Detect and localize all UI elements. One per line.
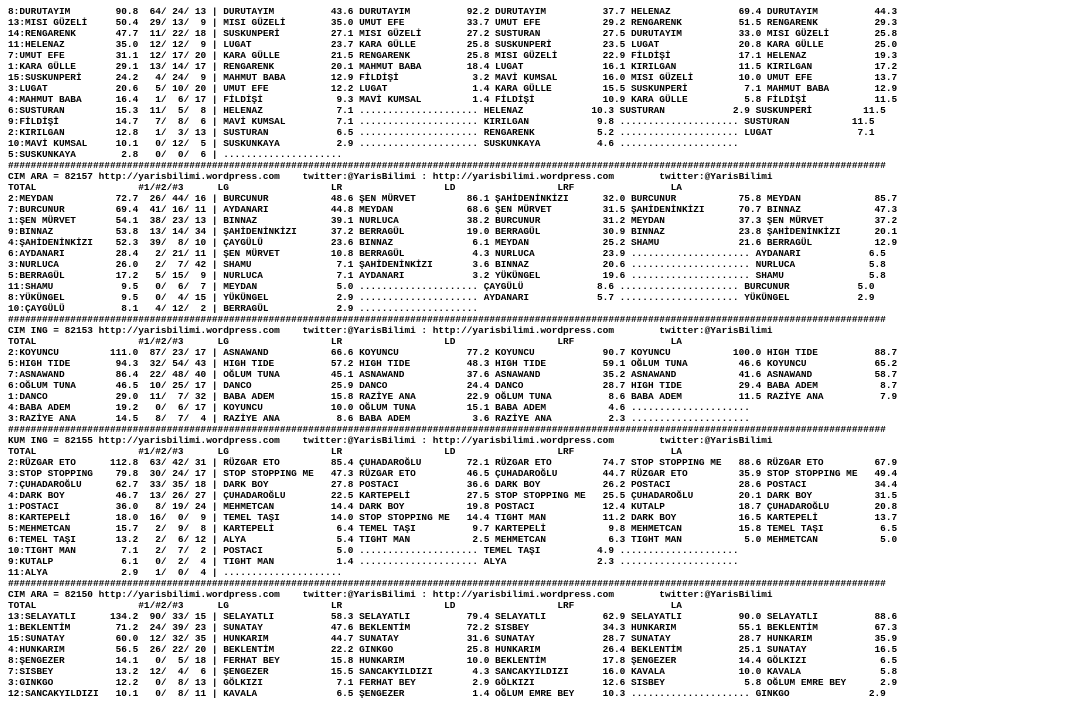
race-statistics-printout	[8, 6, 1077, 714]
result-row: 7:UMUT EFE 31.1 12/ 17/ 20 | KARA GÜLLE 21.5 RENGARENK 25.8 MISI GÜZELİ 22.9 FİLDİŞİ 17.1 HELENAZ 19.3	[8, 50, 898, 61]
result-row: 4:DARK BOY 46.7 13/ 26/ 27 | ÇUHADAROĞLU 22.5 KARTEPELİ 27.5 STOP STOPPING ME 25.5 ÇUHADAROĞLU 20.1 DARK BOY 31.5	[8, 490, 898, 501]
result-row: 4:ŞAHİDENİNKİZI 52.3 39/ 8/ 10 | ÇAYGÜLÜ 23.6 BINNAZ 6.1 MEYDAN 25.2 SHAMU 21.6 BERRAGÜL 12.9	[8, 237, 898, 248]
result-row: 3:RAZİYE ANA 14.5 8/ 7/ 4 | RAZİYE ANA 8.6 BABA ADEM 3.6 RAZİYE ANA 2.3 .....................	[8, 413, 750, 424]
result-row: 3:STOP STOPPING 79.8 30/ 24/ 17 | STOP STOPPING ME 47.3 RÜZGAR ETO 46.5 ÇUHADAROĞLU 44.7 RÜZGAR ETO 35.9 STOP STOPPING ME 49.4	[8, 468, 898, 479]
result-row: 5:SUSKUNKAYA 2.8 0/ 0/ 6 | .....................	[8, 149, 343, 160]
result-row: 7:BURCUNUR 69.4 41/ 16/ 11 | AYDANARI 44.8 MEYDAN 68.6 ŞEN MÜRVET 31.5 ŞAHİDENİNKİZI 70.7 BINNAZ 47.3	[8, 204, 898, 215]
race-header: CIM ING = 82153 http://yarisbilimi.wordpress.com twitter:@YarisBilimi : http://yarisbilimi.wordpress.com twitter:@YarisBilimi	[8, 325, 773, 336]
result-row: 9:FİLDİŞİ 14.7 7/ 8/ 6 | MAVİ KUMSAL 7.1 ..................... KIRILGAN 9.8 ..................... SUSTURAN 11.5	[8, 116, 875, 127]
result-row: 13:MISI GÜZELİ 50.4 29/ 13/ 9 | MISI GÜZELİ 35.0 UMUT EFE 33.7 UMUT EFE 29.2 RENGARENK 51.5 RENGARENK 29.3	[8, 17, 898, 28]
section-separator: ###########################################################################################################################################################	[8, 160, 886, 171]
result-row: 1:BEKLENTİM 71.2 24/ 39/ 23 | SUNATAY 47.6 BEKLENTİM 72.2 SISBEY 34.3 HUNKARIM 55.1 BEKLENTİM 67.3	[8, 622, 898, 633]
result-row: 2:RÜZGAR ETO 112.8 63/ 42/ 31 | RÜZGAR ETO 85.4 ÇUHADAROĞLU 72.1 RÜZGAR ETO 74.7 STOP STOPPING ME 88.6 RÜZGAR ETO 67.9	[8, 457, 898, 468]
result-row: 3:LUGAT 20.6 5/ 10/ 20 | UMUT EFE 12.2 LUGAT 1.4 KARA GÜLLE 15.5 SUSKUNPERİ 7.1 MAHMUT BABA 12.9	[8, 83, 898, 94]
result-row: 4:BABA ADEM 19.2 0/ 6/ 17 | KOYUNCU 10.0 OĞLUM TUNA 15.1 BABA ADEM 4.6 .....................	[8, 402, 750, 413]
result-row: 10:TIGHT MAN 7.1 2/ 7/ 2 | POSTACI 5.0 ..................... TEMEL TAŞI 4.9 .....................	[8, 545, 739, 556]
result-row: 15:SUSKUNPERİ 24.2 4/ 24/ 9 | MAHMUT BABA 12.9 FİLDİŞİ 3.2 MAVİ KUMSAL 16.0 MISI GÜZELİ 10.0 UMUT EFE 13.7	[8, 72, 898, 83]
section-separator: ###########################################################################################################################################################	[8, 314, 886, 325]
result-row: 12:SANCAKYILDIZI 10.1 0/ 8/ 11 | KAVALA 6.5 ŞENGEZER 1.4 OĞLUM EMRE BEY 10.3 ..................... GINKGO 2.9	[8, 688, 886, 699]
result-row: 1:ŞEN MÜRVET 54.1 38/ 23/ 13 | BINNAZ 39.1 NURLUCA 38.2 BURCUNUR 31.2 MEYDAN 37.3 ŞEN MÜRVET 37.2	[8, 215, 898, 226]
result-row: 10:ÇAYGÜLÜ 8.1 4/ 12/ 2 | BERRAGÜL 2.9 .....................	[8, 303, 479, 314]
result-row: 8:YÜKÜNGEL 9.5 0/ 4/ 15 | YÜKÜNGEL 2.9 ..................... AYDANARI 5.7 ..................... YÜKÜNGEL 2.9	[8, 292, 875, 303]
result-row: 9:BINNAZ 53.8 13/ 14/ 34 | ŞAHİDENİNKİZI 37.2 BERRAGÜL 19.0 BERRAGÜL 30.9 BINNAZ 23.8 ŞAHİDENİNKİZI 20.1	[8, 226, 898, 237]
result-row: 11:SHAMU 9.5 0/ 6/ 7 | MEYDAN 5.0 ..................... ÇAYGÜLÜ 8.6 ..................... BURCUNUR 5.0	[8, 281, 875, 292]
column-header: TOTAL #1/#2/#3 LG LR LD LRF LA	[8, 600, 682, 611]
result-row: 14:RENGARENK 47.7 11/ 22/ 18 | SUSKUNPERİ 27.1 MISI GÜZELİ 27.2 SUSTURAN 27.5 DURUTAYIM 33.0 MISI GÜZELİ 25.8	[8, 28, 898, 39]
result-row: 3:NURLUCA 26.0 2/ 7/ 42 | SHAMU 7.1 ŞAHİDENİNKİZI 3.6 BINNAZ 20.6 ..................... NURLUCA 5.8	[8, 259, 886, 270]
result-row: 8:ŞENGEZER 14.1 0/ 5/ 18 | FERHAT BEY 15.8 HUNKARIM 10.0 BEKLENTİM 17.8 ŞENGEZER 14.4 GÖLKIZI 6.5	[8, 655, 898, 666]
result-row: 4:HUNKARIM 56.5 26/ 22/ 20 | BEKLENTİM 22.2 GINKGO 25.8 HUNKARIM 26.4 BEKLENTİM 25.1 SUNATAY 16.5	[8, 644, 898, 655]
result-row: 6:SUSTURAN 15.3 11/ 5/ 8 | HELENAZ 7.1 ..................... HELENAZ 10.3 SUSTURAN 2.9 SUSKUNPERİ 11.5	[8, 105, 886, 116]
result-row: 2:KIRILGAN 12.8 1/ 3/ 13 | SUSTURAN 6.5 ..................... RENGARENK 5.2 ..................... LUGAT 7.1	[8, 127, 875, 138]
result-row: 2:KOYUNCU 111.0 87/ 23/ 17 | ASNAWAND 66.6 KOYUNCU 77.2 KOYUNCU 90.7 KOYUNCU 100.0 HIGH TIDE 88.7	[8, 347, 898, 358]
section-separator: ###########################################################################################################################################################	[8, 578, 886, 589]
section-separator: ###########################################################################################################################################################	[8, 424, 886, 435]
result-row: 6:OĞLUM TUNA 46.5 10/ 25/ 17 | DANCO 25.9 DANCO 24.4 DANCO 28.7 HIGH TIDE 29.4 BABA ADEM 8.7	[8, 380, 898, 391]
result-row: 5:BERRAGÜL 17.2 5/ 15/ 9 | NURLUCA 7.1 AYDANARI 3.2 YÜKÜNGEL 19.6 ..................... SHAMU 5.8	[8, 270, 886, 281]
result-row: 10:MAVİ KUMSAL 10.1 0/ 12/ 5 | SUSKUNKAYA 2.9 ..................... SUSKUNKAYA 4.6 .....................	[8, 138, 739, 149]
result-row: 1:POSTACI 36.0 8/ 19/ 24 | MEHMETCAN 14.4 DARK BOY 19.8 POSTACI 12.4 KUTALP 18.7 ÇUHADAROĞLU 20.8	[8, 501, 898, 512]
result-row: 8:KARTEPELİ 18.0 16/ 0/ 9 | TEMEL TAŞI 14.0 STOP STOPPING ME 14.4 TIGHT MAN 11.2 DARK BOY 16.5 KARTEPELİ 13.7	[8, 512, 898, 523]
result-row: 11:HELENAZ 35.0 12/ 12/ 9 | LUGAT 23.7 KARA GÜLLE 25.8 SUSKUNPERİ 23.5 LUGAT 20.8 KARA GÜLLE 25.0	[8, 39, 898, 50]
result-row: 6:AYDANARI 28.4 2/ 21/ 11 | ŞEN MÜRVET 10.8 BERRAGÜL 4.3 NURLUCA 23.9 ..................... AYDANARI 6.5	[8, 248, 886, 259]
column-header: TOTAL #1/#2/#3 LG LR LD LRF LA	[8, 182, 682, 193]
column-header: TOTAL #1/#2/#3 LG LR LD LRF LA	[8, 446, 682, 457]
result-row: 2:MEYDAN 72.7 26/ 44/ 16 | BURCUNUR 48.6 ŞEN MÜRVET 86.1 ŞAHİDENİNKİZI 32.0 BURCUNUR 75.8 MEYDAN 85.7	[8, 193, 898, 204]
result-row: 1:KARA GÜLLE 29.1 13/ 14/ 17 | RENGARENK 20.1 MAHMUT BABA 18.4 LUGAT 16.1 KIRILGAN 11.5 KIRILGAN 17.2	[8, 61, 898, 72]
race-header: CIM ARA = 82150 http://yarisbilimi.wordpress.com twitter:@YarisBilimi : http://yarisbilimi.wordpress.com twitter:@YarisBilimi	[8, 589, 773, 600]
column-header: TOTAL #1/#2/#3 LG LR LD LRF LA	[8, 336, 682, 347]
result-row: 11:ALYA 2.9 1/ 0/ 4 | .....................	[8, 567, 343, 578]
result-row: 6:TEMEL TAŞI 13.2 2/ 6/ 12 | ALYA 5.4 TIGHT MAN 2.5 MEHMETCAN 6.3 TIGHT MAN 5.0 MEHMETCAN 5.0	[8, 534, 898, 545]
result-row: 3:GINKGO 12.2 0/ 8/ 13 | GÖLKIZI 7.1 FERHAT BEY 2.9 GÖLKIZI 12.6 SISBEY 5.8 OĞLUM EMRE BEY 2.9	[8, 677, 898, 688]
result-row: 15:SUNATAY 60.0 12/ 32/ 35 | HUNKARIM 44.7 SUNATAY 31.6 SUNATAY 28.7 SUNATAY 28.7 HUNKARIM 35.9	[8, 633, 898, 644]
result-row: 8:DURUTAYIM 90.8 64/ 24/ 13 | DURUTAYIM 43.6 DURUTAYIM 92.2 DURUTAYIM 37.7 HELENAZ 69.4 DURUTAYIM 44.3	[8, 6, 898, 17]
result-row: 7:SISBEY 13.2 12/ 4/ 6 | ŞENGEZER 15.5 SANCAKYILDIZI 4.3 SANCAKYILDIZI 16.0 KAVALA 10.0 KAVALA 5.8	[8, 666, 898, 677]
race-header: CIM ARA = 82157 http://yarisbilimi.wordpress.com twitter:@YarisBilimi : http://yarisbilimi.wordpress.com twitter:@YarisBilimi	[8, 171, 773, 182]
result-row: 4:MAHMUT BABA 16.4 1/ 6/ 17 | FİLDİŞİ 9.3 MAVİ KUMSAL 1.4 FİLDİŞİ 10.9 KARA GÜLLE 5.8 FİLDİŞİ 11.5	[8, 94, 898, 105]
result-row: 9:KUTALP 6.1 0/ 2/ 4 | TIGHT MAN 1.4 ..................... ALYA 2.3 .....................	[8, 556, 739, 567]
result-row: 13:SELAYATLI 134.2 90/ 33/ 15 | SELAYATLI 58.3 SELAYATLI 79.4 SELAYATLI 62.9 SELAYATLI 90.0 SELAYATLI 88.6	[8, 611, 898, 622]
result-row: 5:HIGH TIDE 94.3 32/ 54/ 43 | HIGH TIDE 57.2 HIGH TIDE 48.3 HIGH TIDE 59.1 OĞLUM TUNA 46.6 KOYUNCU 65.2	[8, 358, 898, 369]
result-row: 1:DANCO 29.0 11/ 7/ 32 | BABA ADEM 15.8 RAZİYE ANA 22.9 OĞLUM TUNA 8.6 BABA ADEM 11.5 RAZİYE ANA 7.9	[8, 391, 898, 402]
result-row: 7:ÇUHADAROĞLU 62.7 33/ 35/ 18 | DARK BOY 27.8 POSTACI 36.6 DARK BOY 26.2 POSTACI 28.6 POSTACI 34.4	[8, 479, 898, 490]
result-row: 5:MEHMETCAN 15.7 2/ 9/ 8 | KARTEPELİ 6.4 TEMEL TAŞI 9.7 KARTEPELİ 9.8 MEHMETCAN 15.8 TEMEL TAŞI 6.5	[8, 523, 898, 534]
race-header: KUM ING = 82155 http://yarisbilimi.wordpress.com twitter:@YarisBilimi : http://yarisbilimi.wordpress.com twitter:@YarisBilimi	[8, 435, 773, 446]
result-row: 7:ASNAWAND 86.4 22/ 48/ 40 | OĞLUM TUNA 45.1 ASNAWAND 37.6 ASNAWAND 35.2 ASNAWAND 41.6 ASNAWAND 58.7	[8, 369, 898, 380]
